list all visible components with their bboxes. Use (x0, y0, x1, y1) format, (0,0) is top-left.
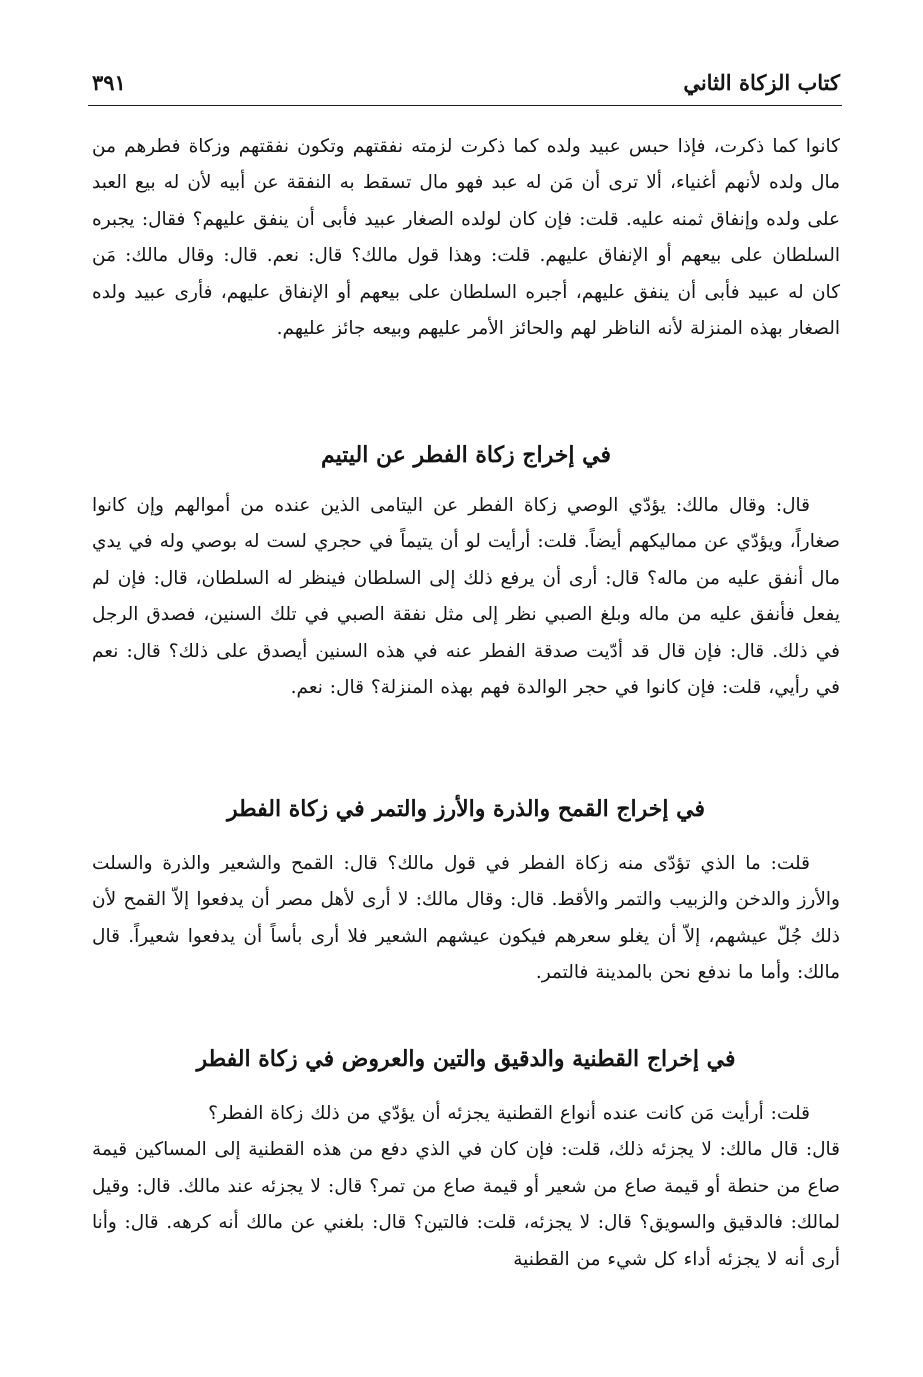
section-body-grains (92, 846, 840, 992)
section-text: قال: وقال مالك: يؤدّي الوصي زكاة الفطر عن اليتامى الذين عنده من أموالهم وإن كانوا صغاراً، ويؤدّي عن مماليكهم أيضاً. قلت: أرأيت لو أن يتيماً في حجري لست له بوصي وله في يدي مال أنفق عليه من ماله؟ قال: أرى أن يرفع ذلك إلى السلطان فينظر له السلطان، قال: فإن لم يفعل فأنفق عليه من ماله وبلغ الصبي نظر إلى مثل نفقة الصبي في تلك السنين، فصدق الرجل في ذلك. قال: فإن قال قد أدّيت صدقة الفطر عنه في هذه السنين أيصدق على ذلك؟ قال: نعم في رأيي، قلت: فإن كانوا في حجر الوالدة فهم بهذه المنزلة؟ قال: نعم. (92, 495, 840, 699)
intro-text: كانوا كما ذكرت، فإذا حبس عبيد ولده كما ذكرت لزمته نفقتهم وتكون نفقتهم وزكاة فطرهم من مال ولده لأنهم أغنياء، ألا ترى أن مَن له عبد فهو مال تسقط به النفقة عن أبيه لأن له بيع العبد على ولده وإنفاق ثمنه عليه. قلت: فإن كان لولده الصغار عبيد فأبى أن ينفق عليهم؟ فقال: يجبره السلطان على بيعهم أو الإنفاق عليهم. قلت: وهذا قول مالك؟ قال: نعم. قال: وقال مالك: مَن كان له عبيد فأبى أن ينفق عليهم، أجبره السلطان على بيعهم أو الإنفاق عليهم، فأرى عبيد ولده الصغار بهذه المنزلة لأنه الناظر لهم والحائز الأمر عليهم وبيعه جائز عليهم. (92, 136, 840, 340)
page-number: ٣٩١ (92, 70, 126, 95)
running-header (88, 66, 840, 102)
book-title: كتاب الزكاة الثاني (683, 70, 840, 95)
section-heading-orphan: في إخراج زكاة الفطر عن اليتيم (320, 442, 612, 468)
header-rule (88, 105, 842, 106)
section-lead: قلت: أرأيت مَن كانت عنده أنواع القطنية يجزئه أن يؤدّي من ذلك زكاة الفطر؟ (208, 1103, 810, 1124)
section-body-legumes (92, 1096, 840, 1278)
section-heading-legumes: في إخراج القطنية والدقيق والتين والعروض في زكاة الفطر (196, 1046, 736, 1072)
intro-paragraph (92, 129, 840, 347)
section-text: قلت: ما الذي تؤدّى منه زكاة الفطر في قول مالك؟ قال: القمح والشعير والذرة والسلت والأرز والدخن والزبيب والتمر والأقط. قال: وقال مالك: لا أرى لأهل مصر أن يدفعوا إلاّ القمح لأن ذلك جُلّ عيشهم، إلاّ أن يغلو سعرهم فيكون عيشهم الشعير فلا أرى بأساً أن يدفعوا شعيراً. قال مالك: وأما ما ندفع نحن بالمدينة فالتمر. (92, 853, 840, 984)
section-text: قال: قال مالك: لا يجزئه ذلك، قلت: فإن كان في الذي دفع من هذه القطنية إلى المساكين قيمة صاع من حنطة أو قيمة صاع من شعير أو قيمة صاع من تمر؟ قال: لا يجزئه عند مالك. قال: وقيل لمالك: فالدقيق والسويق؟ قال: لا يجزئه، قلت: فالتين؟ قال: بلغني عن مالك أنه كرهه. قال: وأنا أرى أنه لا يجزئه أداء كل شيء من القطنية (92, 1139, 840, 1270)
section-heading-grains: في إخراج القمح والذرة والأرز والتمر في زكاة الفطر (226, 796, 706, 822)
section-body-orphan (92, 488, 840, 706)
